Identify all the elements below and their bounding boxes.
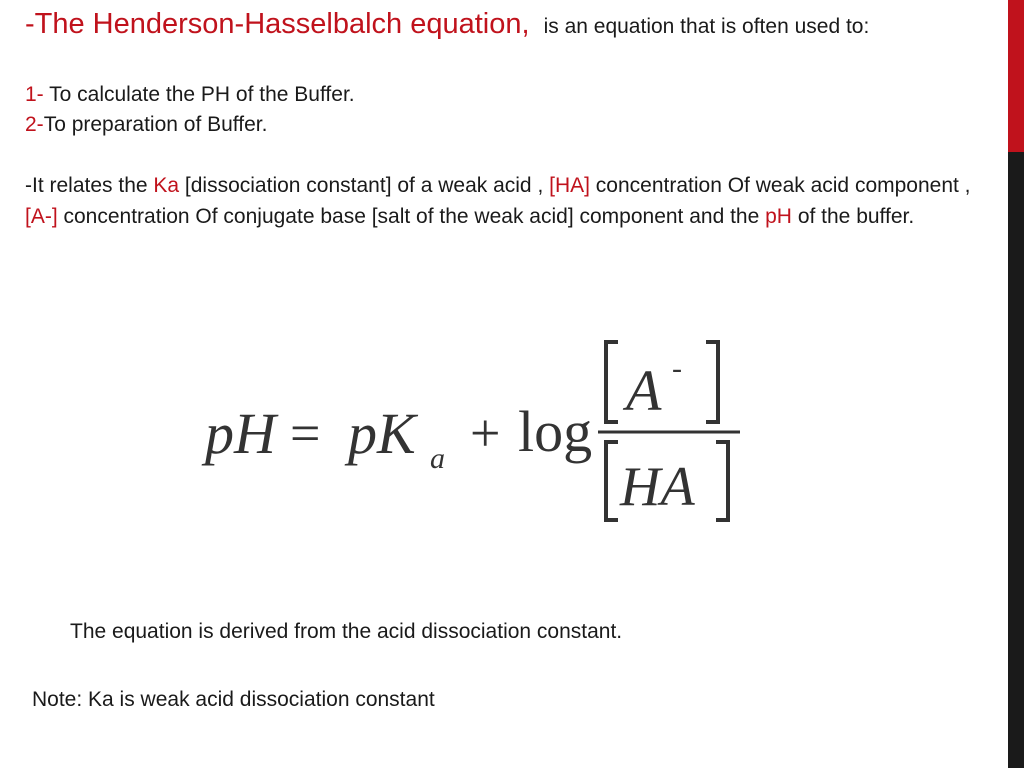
eq-subscript: a [430, 442, 445, 475]
eq-plus: + [470, 403, 501, 463]
eq-equals: = [290, 403, 321, 463]
ha-term: [HA] [549, 174, 590, 197]
ka-note: Note: Ka is weak acid dissociation constant [32, 688, 435, 711]
ph-term: pH [765, 205, 792, 228]
paragraph-text: [dissociation constant] of a weak acid , [179, 174, 550, 197]
derivation-note: The equation is derived from the acid dissociation constant. [70, 620, 623, 643]
denominator-left-bracket [606, 442, 618, 520]
paragraph-text: of the buffer. [791, 205, 915, 228]
paragraph-text: -It relates the [25, 174, 154, 197]
list-number: 2- [25, 113, 44, 136]
a-term: [A-] [25, 205, 58, 228]
eq-denominator-text: HA [620, 456, 695, 518]
numerator-right-bracket [706, 342, 718, 422]
list-text: To calculate the PH of the Buffer. [43, 83, 355, 106]
list-number: 1- [25, 83, 44, 106]
eq-pk: pK [348, 401, 416, 466]
accent-bar-red [1008, 0, 1024, 152]
paragraph-text: concentration Of conjugate base [salt of the weak acid] component and the [57, 205, 766, 228]
eq-numerator [606, 342, 718, 422]
slide-title [25, 8, 869, 41]
list-item [25, 110, 355, 140]
list-text: To preparation of Buffer. [43, 113, 268, 136]
henderson-hasselbalch-equation [200, 330, 760, 530]
numerator-left-bracket [606, 342, 618, 422]
eq-numerator-text: A [626, 358, 662, 423]
list-item [25, 80, 355, 110]
ka-term: Ka [153, 174, 180, 197]
eq-numerator-sup: - [672, 352, 682, 385]
uses-list [25, 80, 355, 140]
accent-bar-dark [1008, 152, 1024, 768]
eq-log: log [518, 399, 593, 464]
title-main: -The Henderson-Hasselbalch equation, [25, 8, 530, 40]
relation-paragraph [25, 170, 1000, 232]
title-subtext: is an equation that is often used to: [543, 15, 870, 38]
denominator-right-bracket [716, 442, 728, 520]
eq-lhs: pH [205, 401, 276, 466]
paragraph-text: concentration Of weak acid component , [589, 174, 971, 197]
